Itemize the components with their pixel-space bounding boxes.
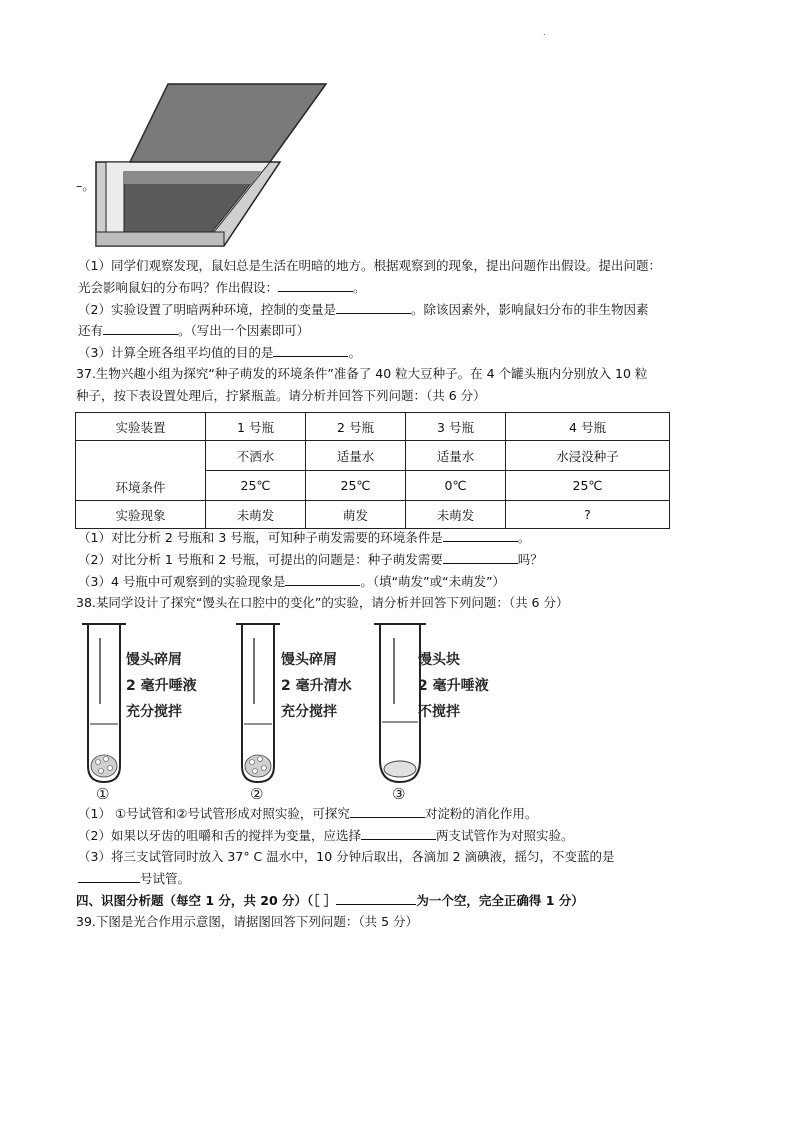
table-cell: 25℃ bbox=[306, 471, 406, 501]
table-cell: 25℃ bbox=[206, 471, 306, 501]
q36-part3 bbox=[78, 343, 361, 362]
q39-intro: 39.下图是光合作用示意图，请据图回答下列问题：（共 5 分） bbox=[76, 914, 419, 929]
table-cell: 适量水 bbox=[406, 441, 506, 471]
q36-p2-text-b: 。除该因素外，影响鼠妇分布的非生物因素 bbox=[410, 302, 649, 317]
q37-intro-line2: 种子，按下表设置处理后，拧紧瓶盖。请分析并回答下列问题：（共 6 分） bbox=[76, 388, 486, 403]
q38-part1 bbox=[78, 804, 537, 823]
q37-p2-end: 吗？ bbox=[517, 552, 543, 567]
q36-p2-text-c: 还有 bbox=[78, 323, 104, 338]
title-blank-line bbox=[336, 891, 416, 905]
q37-intro-line1: 37.生物兴趣小组为探究“种子萌发的环境条件”准备了 40 粒大豆种子。在 4 个罐头瓶内分别放入 10 粒 bbox=[76, 366, 648, 381]
tube1-label2: 2 毫升唾液 bbox=[126, 678, 197, 694]
section-4-title-b: 为一个空，完全正确得 1 分） bbox=[416, 893, 584, 908]
answer-blank[interactable] bbox=[273, 343, 348, 357]
q37-part1 bbox=[78, 528, 530, 547]
q37-p1-end: 。 bbox=[517, 530, 531, 545]
q36-p1-text: 光会影响鼠妇的分布吗？作出假设： bbox=[78, 280, 279, 295]
q38-intro: 38.某同学设计了探究“馒头在口腔中的变化”的实验，请分析并回答下列问题：（共 6 分） bbox=[76, 595, 569, 610]
tube1-label1: 馒头碎屑 bbox=[126, 652, 182, 668]
q38-p1-end: 对淀粉的消化作用。 bbox=[424, 806, 538, 821]
table-cell: 25℃ bbox=[506, 471, 670, 501]
tube1-number: ① bbox=[96, 785, 110, 800]
q38-part2 bbox=[78, 826, 573, 845]
table-cell: 适量水 bbox=[306, 441, 406, 471]
woodlouse-box-figure bbox=[64, 80, 334, 250]
answer-blank[interactable] bbox=[443, 550, 518, 564]
table-row-result bbox=[76, 501, 670, 529]
test-tubes-figure bbox=[76, 616, 526, 800]
test-tube-1 bbox=[82, 624, 197, 800]
table-cell: 未萌发 bbox=[206, 501, 306, 529]
q36-part2-line1 bbox=[78, 300, 648, 319]
q38-p2-text: （2）如果以牙齿的咀嚼和舌的搅拌为变量，应选择 bbox=[78, 828, 361, 843]
seed-germination-table bbox=[75, 412, 670, 529]
table-cell: 2 号瓶 bbox=[306, 413, 406, 441]
q37-p3-end: 。（填“萌发”或“未萌发”） bbox=[360, 574, 506, 589]
q38-p3-end: 号试管。 bbox=[140, 871, 191, 886]
table-cell: 未萌发 bbox=[406, 501, 506, 529]
tube3-label2: 2 毫升唾液 bbox=[418, 678, 489, 694]
table-cell: 实验现象 bbox=[76, 501, 206, 529]
table-cell: 4 号瓶 bbox=[506, 413, 670, 441]
q36-p2-text: （2）实验设置了明暗两种环境，控制的变量是 bbox=[78, 302, 336, 317]
q38-p2-end: 两支试管作为对照实验。 bbox=[435, 828, 574, 843]
q36-p3-text: （3）计算全班各组平均值的目的是 bbox=[78, 345, 274, 360]
q36-p1-end: 。 bbox=[353, 280, 366, 295]
q36-p2-end: 。（写出一个因素即可） bbox=[178, 323, 310, 338]
q36-part1-line2 bbox=[78, 278, 366, 297]
q38-part3-line2 bbox=[78, 869, 190, 888]
stray-dot: . bbox=[543, 28, 546, 37]
answer-blank[interactable] bbox=[361, 826, 436, 840]
q36-p3-end: 。 bbox=[348, 345, 361, 360]
table-cell: 1 号瓶 bbox=[206, 413, 306, 441]
table-cell: 3 号瓶 bbox=[406, 413, 506, 441]
q36-part1-line1: （1）同学们观察发现，鼠妇总是生活在明暗的地方。根据观察到的现象，提出问题作出假设。提出问题： bbox=[78, 258, 661, 273]
tube3-label1: 馒头块 bbox=[418, 652, 460, 668]
q37-p3-text: （3）4 号瓶中可观察到的实验现象是 bbox=[78, 574, 286, 589]
q37-part3 bbox=[78, 572, 505, 591]
q37-part2 bbox=[78, 550, 543, 569]
answer-blank[interactable] bbox=[103, 321, 178, 335]
table-cell: 水浸没种子 bbox=[506, 441, 670, 471]
q37-p2-text: （2）对比分析 1 号瓶和 2 号瓶，可提出的问题是：种子萌发需要 bbox=[78, 552, 443, 567]
tube1-label3: 充分搅拌 bbox=[126, 704, 182, 720]
table-cell: 0℃ bbox=[406, 471, 506, 501]
tube2-label3: 充分搅拌 bbox=[281, 704, 337, 720]
tube2-label2: 2 毫升清水 bbox=[281, 678, 352, 694]
answer-blank[interactable] bbox=[78, 869, 140, 883]
table-row-water bbox=[76, 441, 670, 471]
tube2-label1: 馒头碎屑 bbox=[281, 652, 337, 668]
q36-part2-line2 bbox=[78, 321, 309, 340]
tube2-number: ② bbox=[250, 785, 264, 800]
answer-blank[interactable] bbox=[350, 804, 425, 818]
table-cell: 萌发 bbox=[306, 501, 406, 529]
q37-p1-text: （1）对比分析 2 号瓶和 3 号瓶，可知种子萌发需要的环境条件是 bbox=[78, 530, 443, 545]
answer-blank[interactable] bbox=[443, 528, 518, 542]
table-header-row bbox=[76, 413, 670, 441]
section-4-title-a: 四、识图分析题（每空 1 分，共 20 分）（［ ］ bbox=[76, 893, 337, 908]
tube3-label3: 不搅拌 bbox=[418, 704, 460, 720]
test-tube-3 bbox=[374, 624, 489, 800]
stray-mark: –。 bbox=[76, 178, 95, 193]
answer-blank[interactable] bbox=[336, 300, 411, 314]
table-cell: 实验装置 bbox=[76, 413, 206, 441]
q38-p1-text: （1） ①号试管和②号试管形成对照实验，可探究 bbox=[78, 806, 350, 821]
answer-blank[interactable] bbox=[278, 278, 353, 292]
table-cell: 不洒水 bbox=[206, 441, 306, 471]
table-cell-env-label: 环境条件 bbox=[76, 441, 206, 501]
section-4-title bbox=[76, 891, 584, 910]
tube3-number: ③ bbox=[392, 785, 406, 800]
answer-blank[interactable] bbox=[285, 572, 360, 586]
test-tube-2 bbox=[236, 624, 352, 800]
table-cell: ? bbox=[506, 501, 670, 529]
q38-part3-line1: （3）将三支试管同时放入 37° C 温水中，10 分钟后取出，各滴加 2 滴碘液，摇匀，不变蓝的是 bbox=[78, 849, 615, 864]
